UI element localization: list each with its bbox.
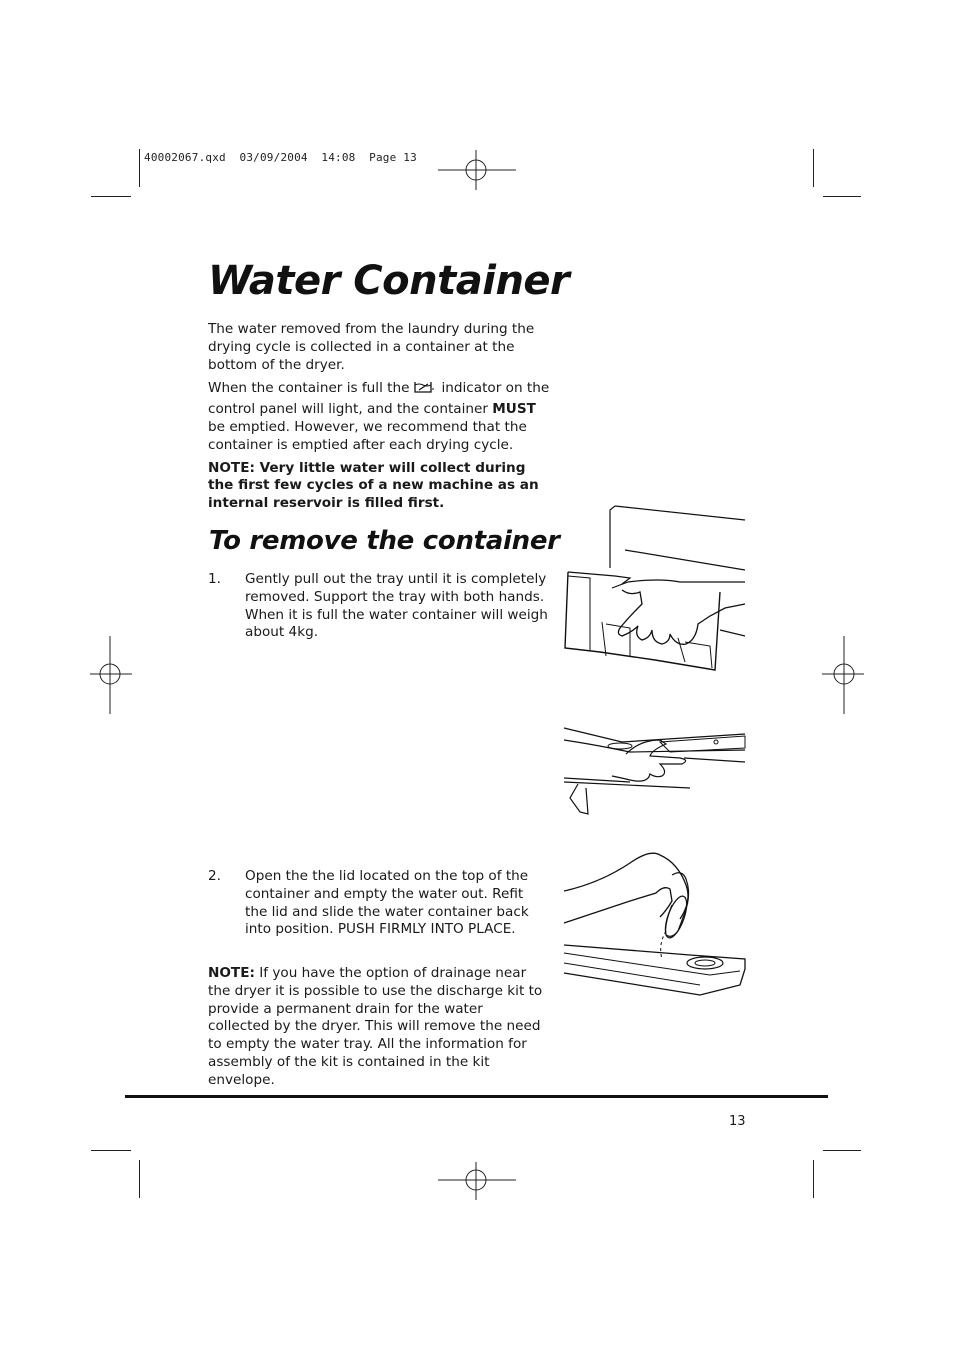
registration-mark-right bbox=[822, 636, 864, 714]
water-container-full-icon bbox=[413, 379, 435, 401]
intro-section bbox=[208, 321, 553, 513]
intro-paragraph-2 bbox=[208, 379, 553, 454]
step-2 bbox=[208, 868, 553, 939]
intro-paragraph-2-start: When the container is full the bbox=[208, 380, 410, 397]
registration-mark-left bbox=[90, 636, 132, 714]
footer-rule bbox=[125, 1095, 828, 1098]
step-1 bbox=[208, 571, 553, 642]
print-slug-line: 40002067.qxd 03/09/2004 14:08 Page 13 bbox=[144, 151, 417, 164]
tray-support-illustration bbox=[560, 722, 750, 822]
page-title: Water Container bbox=[208, 258, 570, 304]
intro-paragraph-2-end: be emptied. However, we recommend that the container is emptied after each drying cycle. bbox=[208, 418, 527, 453]
section-heading: To remove the container bbox=[209, 526, 560, 556]
tray-removal-illustration bbox=[560, 500, 750, 675]
step-1-text: Gently pull out the tray until it is completely removed. Support the tray with both hands. When it is full the water container will weigh about 4kg. bbox=[245, 571, 548, 641]
final-note-label: NOTE: bbox=[208, 965, 255, 981]
step-2-number: 2. bbox=[208, 868, 221, 884]
page-number: 13 bbox=[729, 1114, 746, 1129]
registration-mark-top bbox=[438, 150, 516, 192]
final-note bbox=[208, 965, 548, 1090]
registration-mark-bottom bbox=[438, 1162, 516, 1200]
step-2-text: Open the the lid located on the top of the container and empty the water out. Refit the lid and slide the water container back into position. PUSH FIRMLY INTO PLACE. bbox=[245, 868, 529, 938]
intro-note: NOTE: Very little water will collect during the first few cycles of a new machine as an internal reservoir is filled first. bbox=[208, 459, 539, 512]
final-note-text: If you have the option of drainage near the dryer it is possible to use the discharge kit to provide a permanent drain for the water collected by the dryer. This will remove the need to empty the water tray. All the information for assembly of the kit is contained in the kit envelope. bbox=[208, 965, 543, 1088]
intro-paragraph-1: The water removed from the laundry during the drying cycle is collected in a container at the bottom of the dryer. bbox=[208, 321, 535, 373]
must-emphasis: MUST bbox=[492, 401, 536, 418]
step-1-number: 1. bbox=[208, 571, 221, 587]
intro-paragraph-2-mid: indicator on the control panel will light, and the container bbox=[208, 380, 550, 418]
lid-emptying-illustration bbox=[560, 845, 750, 1015]
